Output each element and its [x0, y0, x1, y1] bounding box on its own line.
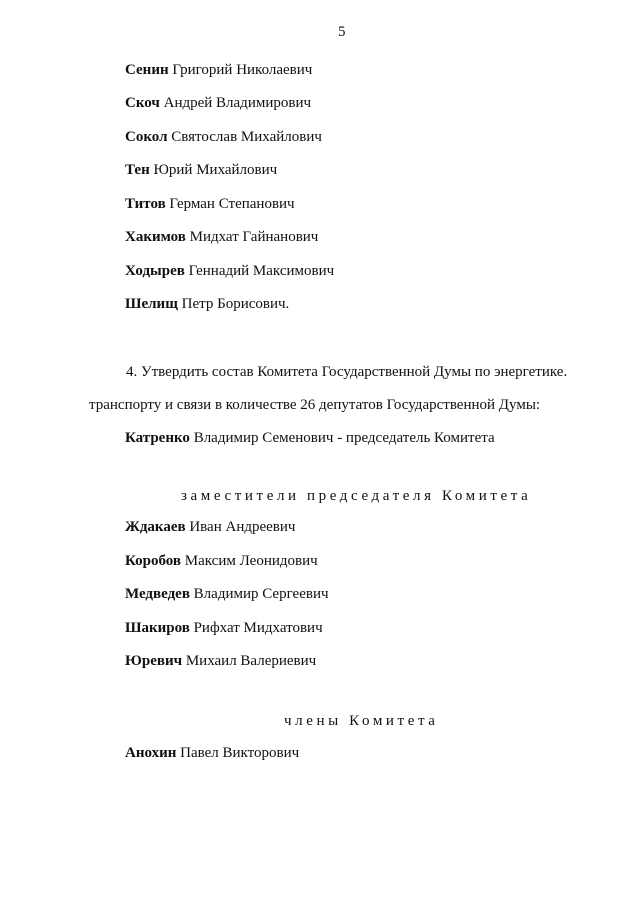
item4-text-line-2: транспорту и связи в количестве 26 депутатов Государственной Думы: [89, 397, 541, 413]
member-surname: Шелищ [125, 296, 178, 312]
member-given-name: Григорий Николаевич [172, 62, 313, 78]
deputy-line [125, 620, 323, 637]
member-surname: Хакимов [125, 229, 186, 245]
deputy-given-name: Иван Андреевич [189, 519, 296, 535]
member-line [125, 196, 295, 213]
deputy-surname: Шакиров [125, 620, 190, 636]
deputies-heading: заместители председателя Комитета [181, 488, 532, 504]
member-given-name: Мидхат Гайнанович [189, 229, 319, 245]
chairman-surname: Катренко [125, 430, 190, 446]
chairman-given-name: Владимир Семенович - председатель Комитета [193, 430, 495, 446]
item4-text-line-1: 4. Утвердить состав Комитета Государственной Думы по энергетике. [126, 364, 568, 380]
members-heading: члены Комитета [284, 713, 439, 729]
member-surname: Тен [125, 162, 150, 178]
deputy-surname: Медведев [125, 586, 190, 602]
page-number: 5 [338, 24, 346, 40]
member-line [125, 229, 318, 246]
member-line [125, 263, 334, 280]
member-given-name: Павел Викторович [180, 745, 300, 761]
member-given-name: Святослав Михайлович [171, 129, 322, 145]
deputy-surname: Юревич [125, 653, 183, 669]
member-surname: Титов [125, 196, 166, 212]
member-surname: Сокол [125, 129, 168, 145]
deputy-surname: Ждакаев [125, 519, 186, 535]
member-surname: Сенин [125, 62, 169, 78]
member-line [125, 296, 289, 313]
member-line [125, 129, 322, 146]
deputy-line [125, 553, 318, 570]
deputy-given-name: Владимир Сергеевич [193, 586, 329, 602]
member-line [125, 162, 277, 179]
chairman-line [125, 430, 495, 447]
member-given-name: Юрий Михайлович [153, 162, 278, 178]
member-surname: Ходырев [125, 263, 185, 279]
deputy-line [125, 653, 316, 670]
member-surname: Скоч [125, 95, 160, 111]
member-given-name: Геннадий Максимович [188, 263, 335, 279]
deputy-given-name: Максим Леонидович [184, 553, 318, 569]
member-given-name: Андрей Владимирович [163, 95, 312, 111]
member-line [125, 95, 311, 112]
member-given-name: Герман Степанович [169, 196, 295, 212]
deputy-line [125, 586, 329, 603]
deputy-line [125, 519, 295, 536]
member-line [125, 745, 299, 762]
deputy-given-name: Михаил Валериевич [185, 653, 317, 669]
deputy-surname: Коробов [125, 553, 182, 569]
member-line [125, 62, 312, 79]
member-surname: Анохин [125, 745, 177, 761]
deputy-given-name: Рифхат Мидхатович [193, 620, 323, 636]
member-given-name: Петр Борисович. [181, 296, 290, 312]
